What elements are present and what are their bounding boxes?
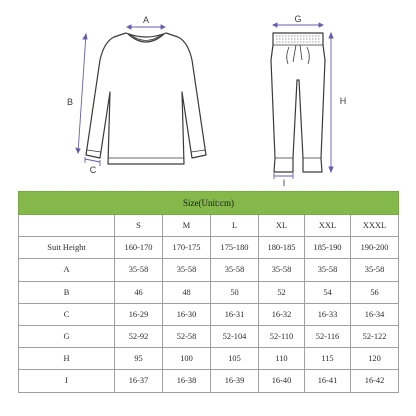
table-cell: 52-122: [351, 325, 399, 347]
table-cell: 35-58: [163, 259, 211, 281]
row-label: I: [19, 370, 115, 392]
table-cell: 35-58: [351, 259, 399, 281]
table-cell: 52-58: [163, 325, 211, 347]
table-cell: 100: [163, 348, 211, 370]
table-row: [19, 281, 399, 303]
table-cell: 35-58: [211, 259, 259, 281]
row-label: A: [19, 259, 115, 281]
dimension-label-h: H: [339, 96, 347, 106]
table-cell: 46: [115, 281, 163, 303]
table-cell: 120: [351, 348, 399, 370]
header-cell-xl: XL: [259, 215, 305, 237]
table-cell: 110: [259, 348, 305, 370]
dimension-label-c: C: [89, 165, 97, 175]
table-cell: 35-58: [115, 259, 163, 281]
table-cell: 48: [163, 281, 211, 303]
header-cell-l: L: [211, 215, 259, 237]
table-row: [19, 370, 399, 392]
row-label: G: [19, 325, 115, 347]
table-title-row: [19, 192, 399, 215]
header-cell-blank: [19, 215, 115, 237]
table-cell: 52-92: [115, 325, 163, 347]
table-cell: 52-104: [211, 325, 259, 347]
table-header-row: [19, 215, 399, 237]
table-cell: 35-58: [259, 259, 305, 281]
table-cell: 56: [351, 281, 399, 303]
header-cell-xxxl: XXXL: [351, 215, 399, 237]
table-cell: 16-39: [211, 370, 259, 392]
table-cell: 16-37: [115, 370, 163, 392]
shirt-dimension-lines: [76, 25, 165, 166]
row-label: Suit Height: [19, 237, 115, 259]
table-cell: 175-180: [211, 237, 259, 259]
table-cell: 185-190: [305, 237, 351, 259]
header-cell-xxl: XXL: [305, 215, 351, 237]
table-cell: 16-30: [163, 303, 211, 325]
table-cell: 16-38: [163, 370, 211, 392]
table-cell: 16-42: [351, 370, 399, 392]
table-cell: 16-29: [115, 303, 163, 325]
table-cell: 52-116: [305, 325, 351, 347]
dimension-label-g: G: [294, 14, 302, 24]
table-cell: 50: [211, 281, 259, 303]
table-cell: 105: [211, 348, 259, 370]
table-cell: 115: [305, 348, 351, 370]
dimension-label-a: A: [142, 15, 150, 25]
table-cell: 35-58: [305, 259, 351, 281]
table-cell: 180-185: [259, 237, 305, 259]
header-cell-s: S: [115, 215, 163, 237]
table-cell: 160-170: [115, 237, 163, 259]
table-cell: 170-175: [163, 237, 211, 259]
table-cell: 52: [259, 281, 305, 303]
table-cell: 54: [305, 281, 351, 303]
row-label: H: [19, 348, 115, 370]
dimension-label-i: I: [282, 178, 286, 188]
table-cell: 190-200: [351, 237, 399, 259]
dimension-label-b: B: [66, 97, 74, 107]
table-title: Size(Unit:cm): [19, 192, 399, 215]
table-cell: 16-41: [305, 370, 351, 392]
table-cell: 16-32: [259, 303, 305, 325]
table-cell: 52-110: [259, 325, 305, 347]
size-table: [18, 191, 399, 393]
table-row: [19, 259, 399, 281]
table-row: [19, 325, 399, 347]
sweatshirt-illustration: [86, 33, 206, 164]
table-row: [19, 303, 399, 325]
row-label: C: [19, 303, 115, 325]
table-cell: 95: [115, 348, 163, 370]
row-label: B: [19, 281, 115, 303]
table-cell: 16-33: [305, 303, 351, 325]
table-row: [19, 237, 399, 259]
table-cell: 16-34: [351, 303, 399, 325]
pants-illustration: [271, 33, 325, 172]
garment-diagrams: [0, 0, 416, 190]
table-cell: 16-40: [259, 370, 305, 392]
table-cell: 16-31: [211, 303, 259, 325]
table-row: [19, 348, 399, 370]
header-cell-m: M: [163, 215, 211, 237]
